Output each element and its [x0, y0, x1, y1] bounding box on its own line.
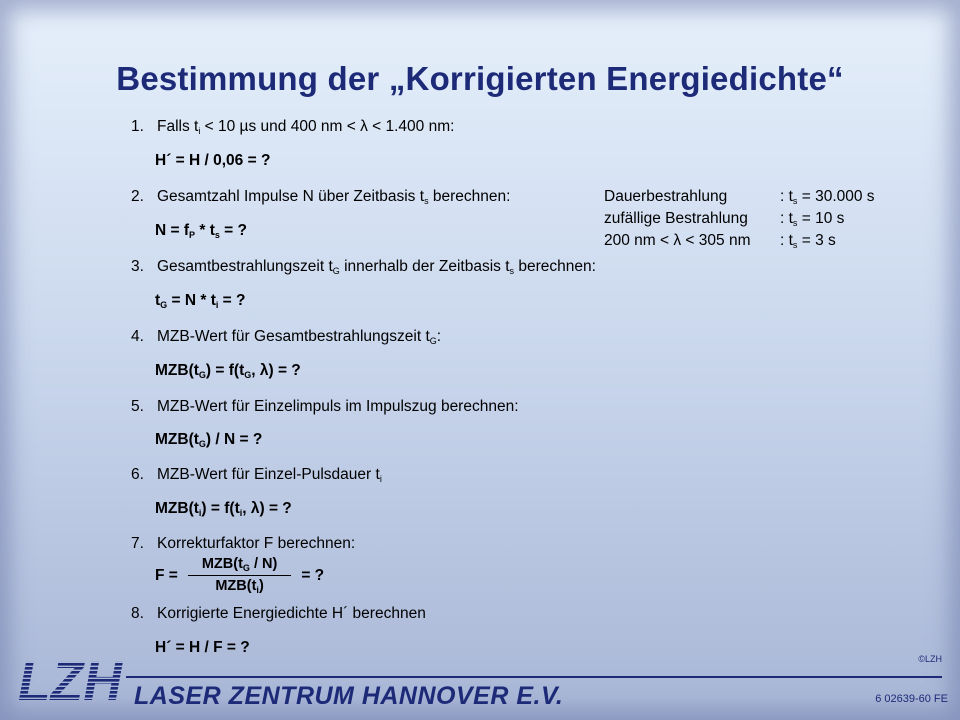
step-number: 5.: [131, 398, 144, 415]
formula-part: t: [155, 292, 161, 309]
subscript: s: [509, 266, 515, 276]
subscript: i: [256, 585, 259, 595]
step-number: 3.: [131, 258, 144, 275]
step-label-rest: < 10 µs und 400 nm < λ < 1.400 nm:: [200, 118, 455, 135]
formula-part: MZB(t: [155, 362, 199, 379]
fraction-numerator: [188, 556, 291, 576]
exposure-value: [780, 188, 875, 210]
subscript: s: [792, 218, 798, 228]
exposure-label: Dauerbestrahlung: [604, 188, 728, 205]
slide-title: Bestimmung der „Korrigierten Energiedichte“: [116, 60, 844, 97]
subscript: G: [160, 300, 168, 310]
formula-part: MZB(t: [201, 556, 243, 572]
formula-part: ) = f(t: [201, 500, 240, 517]
formula-8: H´ = H / F = ?: [155, 639, 250, 656]
step-label: MZB-Wert für Gesamtbestrahlungszeit t: [157, 328, 430, 345]
formula-part: MZB(t: [155, 431, 199, 448]
value-part: : t: [780, 232, 793, 249]
subscript: i: [239, 508, 243, 518]
subscript: s: [214, 230, 220, 240]
formula-part: = ?: [218, 292, 246, 309]
formula-part: ) = f(t: [205, 362, 245, 379]
formula-1: H´ = H / 0,06 = ?: [155, 152, 271, 169]
formula-4: [155, 362, 301, 380]
step-6: [131, 466, 382, 484]
step-number: 4.: [131, 328, 144, 345]
step-label: berechnen:: [514, 258, 596, 275]
step-label: MZB-Wert für Einzelimpuls im Impulszug berechnen:: [157, 398, 519, 415]
subscript: G: [198, 439, 206, 449]
step-2: [131, 188, 510, 206]
value-part: : t: [780, 188, 793, 205]
document-number: 6 02639-60 FE: [875, 693, 948, 705]
step-1: [131, 118, 454, 136]
subscript: G: [244, 370, 252, 380]
fraction: [188, 556, 291, 595]
step-label: innerhalb der Zeitbasis t: [339, 258, 510, 275]
step-label-rest: berechnen:: [428, 188, 511, 205]
copyright-notice: ©LZH: [918, 654, 942, 664]
logo-underline: [126, 676, 942, 678]
formula-part: / N): [249, 556, 278, 572]
value-part: = 3 s: [797, 232, 836, 249]
formula-6: [155, 500, 292, 518]
step-3: [131, 258, 596, 276]
subscript: G: [242, 563, 250, 573]
step-number: 2.: [131, 188, 144, 205]
exposure-row: [604, 210, 875, 232]
formula-part: = N * t: [167, 292, 216, 309]
step-5: [131, 398, 519, 416]
exposure-row: [604, 188, 875, 210]
formula-part: N = f: [155, 222, 190, 239]
subscript: s: [424, 196, 429, 206]
step-number: 1.: [131, 118, 144, 135]
value-part: = 30.000 s: [797, 188, 875, 205]
formula-3: [155, 292, 246, 310]
exposure-table: [604, 188, 875, 254]
formula-part: ): [258, 578, 264, 594]
step-8: [131, 605, 426, 623]
value-part: = 10 s: [797, 210, 845, 227]
step-label-rest: :: [436, 328, 442, 345]
formula-7: [155, 556, 324, 595]
step-7: [131, 535, 355, 553]
exposure-label: 200 nm < λ < 305 nm: [604, 232, 751, 249]
exposure-value: [780, 232, 836, 254]
lzh-logo-text: LASER ZENTRUM HANNOVER E.V.: [134, 682, 564, 710]
formula-2: [155, 222, 247, 240]
formula-part: = ?: [301, 566, 325, 584]
formula-5: [155, 431, 262, 449]
subscript: P: [189, 230, 196, 240]
step-number: 6.: [131, 466, 144, 483]
exposure-value: [780, 210, 844, 232]
subscript: s: [792, 240, 798, 250]
step-number: 7.: [131, 535, 144, 552]
step-label: Gesamtbestrahlungszeit t: [157, 258, 333, 275]
step-label: Korrekturfaktor F berechnen:: [157, 535, 356, 552]
subscript: i: [215, 300, 219, 310]
formula-part: , λ) = ?: [251, 362, 301, 379]
value-part: : t: [780, 210, 793, 227]
formula-part: , λ) = ?: [242, 500, 292, 517]
formula-part: MZB(t: [215, 578, 257, 594]
subscript: G: [198, 370, 206, 380]
lzh-logo-mark: [16, 655, 124, 710]
subscript: G: [332, 266, 340, 276]
step-number: 8.: [131, 605, 144, 622]
exposure-row: [604, 232, 875, 254]
formula-part: ) / N = ?: [205, 431, 263, 448]
step-label: MZB-Wert für Einzel-Pulsdauer t: [157, 466, 380, 483]
subscript: s: [792, 196, 798, 206]
formula-part: * t: [195, 222, 215, 239]
step-label: Korrigierte Energiedichte H´ berechnen: [157, 605, 426, 622]
formula-part: = ?: [219, 222, 248, 239]
subscript: i: [198, 126, 201, 136]
svg-text:LZH: LZH: [18, 655, 124, 705]
step-4: [131, 328, 441, 346]
fraction-denominator: [215, 576, 263, 595]
subscript: i: [198, 508, 202, 518]
subscript: G: [429, 336, 437, 346]
formula-part: MZB(t: [155, 500, 199, 517]
exposure-label: zufällige Bestrahlung: [604, 210, 748, 227]
step-label: Gesamtzahl Impulse N über Zeitbasis t: [157, 188, 425, 205]
subscript: i: [379, 474, 382, 484]
formula-part: F =: [155, 566, 178, 584]
step-label: Falls t: [157, 118, 199, 135]
